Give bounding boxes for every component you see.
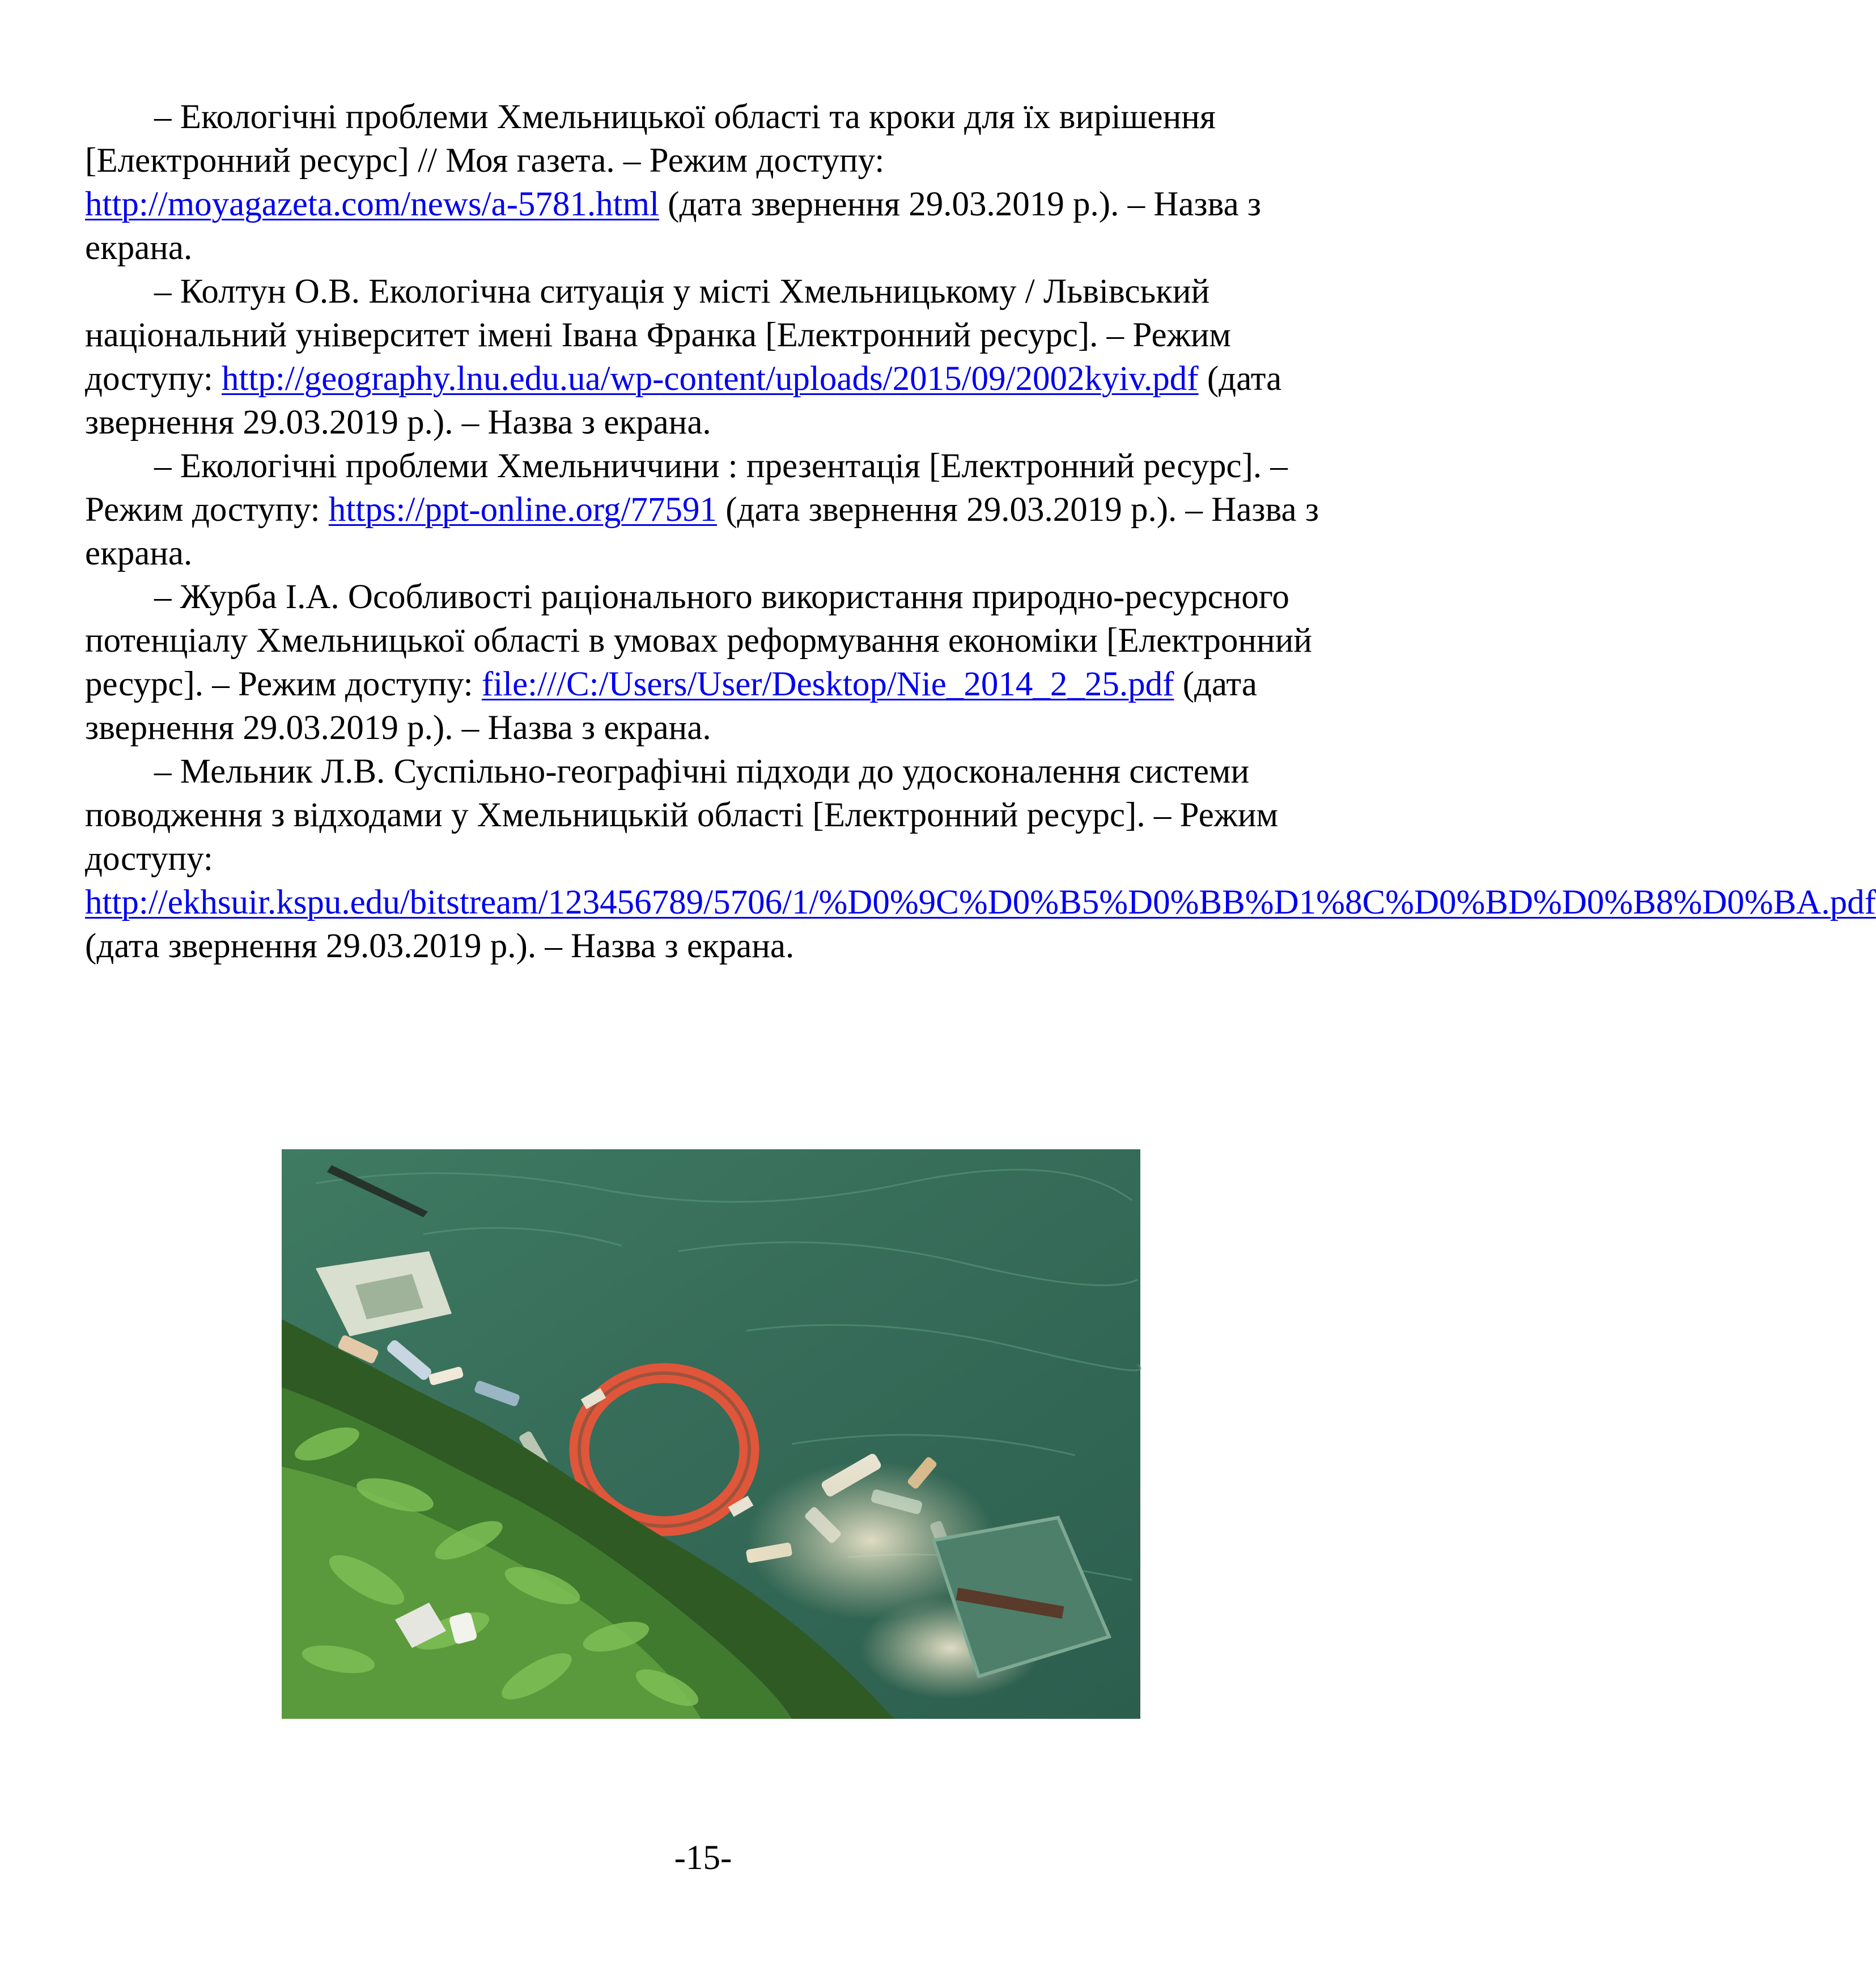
reference-link[interactable]: https://ppt-online.org/77591: [328, 491, 717, 529]
reference-item-5: [85, 750, 1876, 968]
reference-text: – Журба І.А. Особливості раціонального використання природно-ресурсного потенціалу Хмельницької області в умовах реформування економіки [Електронний ресурс]. – Режим доступу:: [85, 578, 1312, 703]
reference-link[interactable]: http://ekhsuir.kspu.edu/bitstream/123456789/5706/1/%D0%9C%D0%B5%D0%BB%D1%8C%D0%BD%D0%B8%D0%BA.pdf: [85, 883, 1876, 921]
reference-text: – Мельник Л.В. Суспільно-географічні підходи до удосконалення системи поводження з відходами у Хмельницькій області [Електронний ресурс]. – Режим доступу:: [85, 753, 1279, 878]
reference-access-date: (дата звернення 29.03.2019 р.). – Назва з екрана.: [85, 360, 1282, 441]
reference-link[interactable]: file:///C:/Users/User/Desktop/Nie_2014_2_25.pdf: [481, 665, 1174, 703]
reference-list: [85, 95, 1876, 968]
reference-access-date: (дата звернення 29.03.2019 р.). – Назва з екрана.: [85, 185, 1261, 267]
reference-item-2: [85, 270, 1321, 444]
reference-access-date: (дата звернення 29.03.2019 р.). – Назва з екрана.: [85, 927, 795, 965]
reference-link[interactable]: http://moyagazeta.com/news/a-5781.html: [85, 185, 660, 223]
reference-item-1: [85, 95, 1321, 270]
polluted-water-illustration: [282, 1149, 1140, 1719]
reference-item-3: [85, 444, 1321, 575]
reference-access-date: (дата звернення 29.03.2019 р.). – Назва з екрана.: [85, 665, 1258, 747]
polluted-water-photo: [282, 1149, 1140, 1719]
reference-text: – Екологічні проблеми Хмельницької області та кроки для їх вирішення [Електронний ресурс] // Моя газета. – Режим доступу:: [85, 98, 1216, 180]
reference-text: – Колтун О.В. Екологічна ситуація у місті Хмельницькому / Львівський національний університет імені Івана Франка [Електронний ресурс]. – Режим доступу:: [85, 273, 1231, 398]
reference-link[interactable]: http://geography.lnu.edu.ua/wp-content/uploads/2015/09/2002kyiv.pdf: [222, 360, 1199, 398]
reference-access-date: (дата звернення 29.03.2019 р.). – Назва з екрана.: [85, 491, 1319, 572]
reference-text: – Екологічні проблеми Хмельниччини : презентація [Електронний ресурс]. – Режим доступу:: [85, 447, 1288, 529]
reference-item-4: [85, 575, 1321, 750]
page-number: -15-: [674, 1839, 732, 1877]
